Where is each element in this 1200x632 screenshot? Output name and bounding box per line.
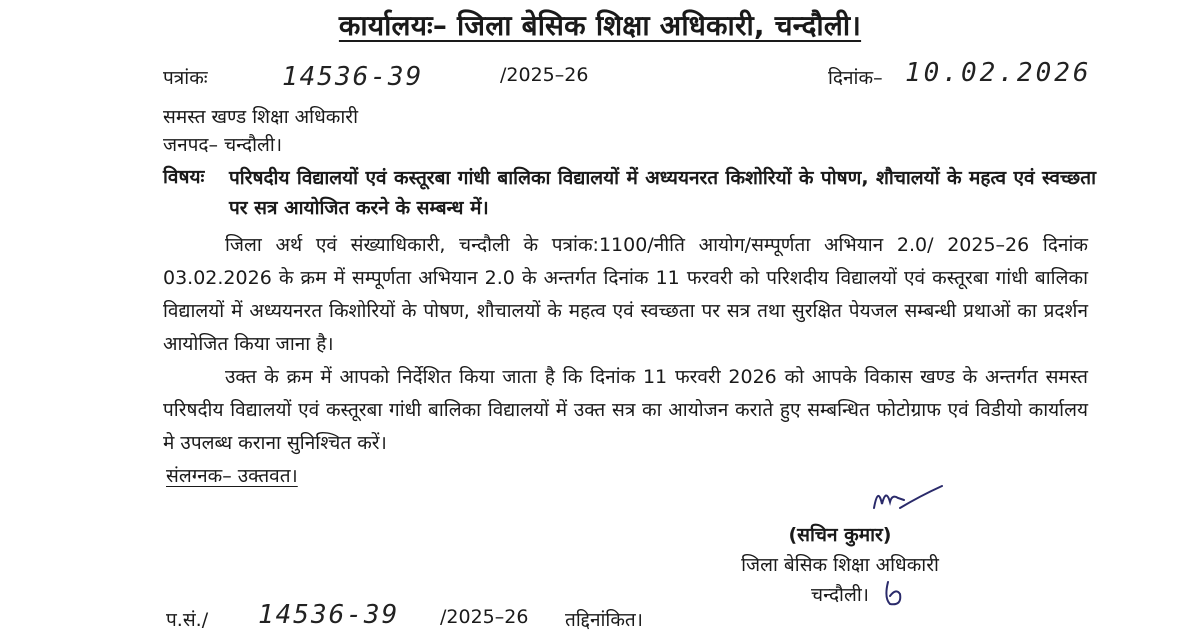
- body-paragraph-1-text: जिला अर्थ एवं संख्याधिकारी, चन्दौली के पत्रांक:1100/नीति आयोग/सम्पूर्णता अभियान 2.0/ 2025–26 दिनांक 03.02.2026 के क्रम में सम्पूर्णता अभियान 2.0 के अन्तर्गत दिनांक 11 फरवरी को परिशदीय विद्यालयों एवं कस्तूरबा गांधी बालिका विद्यालयों में अध्ययनरत किशोरियों के पोषण, शौचालयों के महत्व एवं स्वच्छता पर सत्र तथा सुरक्षित पेयजल सम्बन्धी प्रथाओं का प्रदर्शन आयोजित किया जाना है।: [163, 234, 1088, 355]
- signature-scribble-icon: [870, 478, 950, 518]
- body-paragraph-1: [163, 229, 1088, 361]
- reference-number-handwritten: 14536-39: [282, 62, 424, 92]
- signatory-name: (सचिन कुमार): [788, 524, 892, 546]
- signatory-designation: जिला बेसिक शिक्षा अधिकारी: [741, 554, 939, 576]
- subject-label: विषयः: [163, 166, 205, 188]
- footer-dated: तद्दिनांकित।: [565, 609, 643, 631]
- footer-number-handwritten: 14536-39: [258, 600, 400, 630]
- reference-label: पत्रांकः: [163, 67, 208, 89]
- body-paragraph-2-text: उक्त के क्रम में आपको निर्देशित किया जाता है कि दिनांक 11 फरवरी 2026 को आपके विकास खण्ड के अन्तर्गत समस्त परिषदीय विद्यालयों एवं कस्तूरबा गांधी बालिका विद्यालयों में उक्त सत्र का आयोजन कराते हुए सम्बन्धित फोटोग्राफ एवं विडीयो कार्यालय मे उपलब्ध कराना सुनिश्चित करें।: [163, 366, 1088, 454]
- date-handwritten: 10.02.2026: [905, 58, 1092, 88]
- enclosure: संलग्नक– उक्तवत।: [166, 465, 298, 487]
- initials-scribble-icon: [880, 578, 910, 608]
- recipient-line-1: समस्त खण्ड शिक्षा अधिकारी: [163, 106, 358, 128]
- date-label: दिनांक–: [828, 67, 883, 89]
- subject-text: परिषदीय विद्यालयों एवं कस्तूरबा गांधी बालिका विद्यालयों में अध्ययनरत किशोरियों के पोषण, शौचालयों के महत्व एवं स्वच्छता पर सत्र आयोजित करने के सम्बन्ध में।: [229, 167, 1096, 219]
- signatory-place: चन्दौली।: [811, 584, 869, 606]
- office-title: कार्यालयः– जिला बेसिक शिक्षा अधिकारी, चन्दौली।: [338, 9, 862, 42]
- reference-session: /2025–26: [500, 64, 589, 86]
- recipient-line-2: जनपद– चन्दौली।: [163, 134, 283, 156]
- body-paragraph-2: [163, 361, 1088, 460]
- footer-label: प.सं./: [166, 609, 209, 631]
- signature-block: [700, 520, 980, 610]
- footer-session: /2025–26: [440, 606, 529, 628]
